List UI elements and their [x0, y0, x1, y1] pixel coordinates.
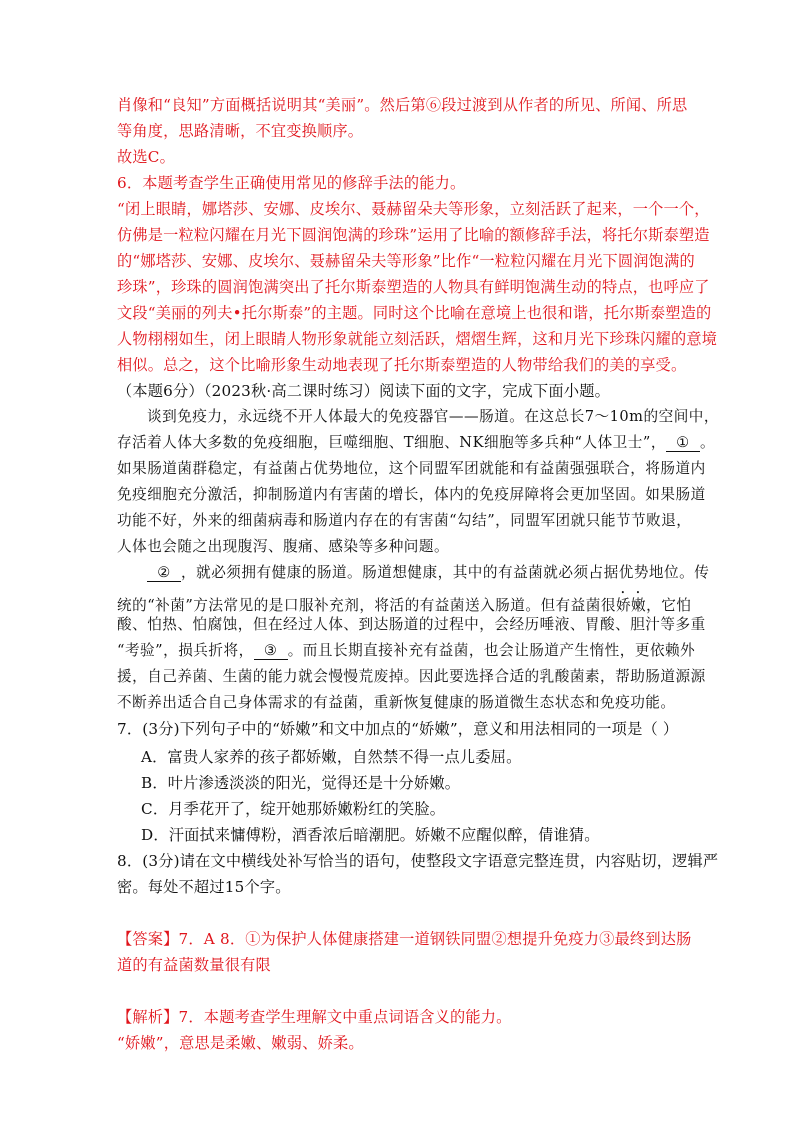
analysis-prev-line-1: 肖像和“良知”方面概括说明其“美丽”。然后第⑥段过渡到从作者的所见、所闻、所思	[117, 96, 688, 114]
passage-p1-line-1: 谈到免疫力，永远绕不开人体最大的免疫器官——肠道。在这总长7～10m的空间中，	[147, 408, 719, 425]
q7-stem: 7．(3分)下列句子中的“娇嫩”和文中加点的“娇嫩”，意义和用法相同的一项是（ ）	[117, 720, 679, 738]
dotted-word-jiaonen: 娇嫩	[615, 597, 647, 614]
q7-option-d: D．汗面拭来慵傅粉，酒香浓后暗潮肥。娇嫩不应醒似醉，倩谁猜。	[141, 826, 600, 844]
q6-line-4: 珍珠”，珍珠的圆润饱满突出了托尔斯泰塑造的人物具有鲜明饱满生动的特点，也呼应了	[117, 278, 710, 296]
q6-line-1: “闭上眼睛，娜塔莎、安娜、皮埃尔、聂赫留朵夫等形象，立刻活跃了起来，一个一个，	[117, 200, 710, 218]
q8-line-2: 密。每处不超过15个字。	[117, 878, 291, 896]
passage-p2-line-6: 不断养出适合自己身体需求的有益菌，重新恢复健康的肠道微生态状态和免疫功能。	[117, 694, 676, 711]
q6-line-6: 人物栩栩如生，闭上眼睛人物形象就能立刻活跃，熠熠生辉，这和月光下珍珠闪耀的意境	[117, 330, 718, 348]
passage-p2-line-2	[117, 589, 691, 616]
passage-p2-line-3: 酸、怕热、怕腐蚀，但在经过人体、到达肠道的过程中，会经历唾液、胃酸、胆汁等多重	[117, 616, 706, 633]
q6-line-3: 的“娜塔莎、安娜、皮埃尔、聂赫留朵夫等形象”比作“一粒粒闪耀在月光下圆润饱满的	[117, 252, 695, 270]
passage-p2-line-1	[147, 563, 709, 583]
passage-p2-line-2-end: ，它怕	[646, 597, 692, 614]
blank-2: ②	[147, 564, 181, 582]
passage-p2-line-2-text: 统的“补菌”方法常见的是口服补充剂，将活的有益菌送入肠道。但有益菌很	[117, 597, 616, 614]
analysis-prev-line-3: 故选C。	[117, 148, 175, 166]
passage-p1-line-2	[117, 433, 715, 453]
passage-p1-line-2-text: 存活着人体大多数的免疫细胞，巨噬细胞、T细胞、NK细胞等多兵种“人体卫士”，	[117, 434, 666, 451]
answer-line-1: 【答案】7．A 8．①为保护人体健康搭建一道钢铁同盟②想提升免疫力③最终到达肠	[117, 930, 692, 948]
analysis-line-2: “娇嫩”，意思是柔嫩、嫩弱、娇柔。	[117, 1034, 364, 1052]
q6-line-7: 相似。总之，这个比喻形象生动地表现了托尔斯泰塑造的人物带给我们的美的享受。	[117, 356, 687, 374]
analysis-prev-line-2: 等角度，思路清晰，不宜变换顺序。	[117, 122, 364, 140]
passage-p2-line-5: 援，自己养菌、生菌的能力就会慢慢荒废掉。因此要选择合适的乳酸菌素，帮助肠道源源	[117, 668, 706, 685]
q6-heading: 6．本题考查学生正确使用常见的修辞手法的能力。	[117, 174, 466, 192]
blank-3: ③	[254, 642, 288, 660]
passage-p1-line-5: 功能不好，外来的细菌病毒和肠道内存在的有害菌“勾结”，同盟军团就只能节节败退，	[117, 512, 692, 529]
q7-option-a: A．富贵人家养的孩子都娇嫩，自然禁不得一点儿委屈。	[141, 748, 522, 766]
q8-line-1: 8．(3分)请在文中横线处补写恰当的语句，使整段文字语意完整连贯，内容贴切，逻辑严	[117, 852, 719, 870]
q7-option-c: C．月季花开了，绽开她那娇嫩粉红的笑脸。	[141, 800, 446, 818]
passage-p1-line-6: 人体也会随之出现腹泻、腹痛、感染等多种问题。	[117, 538, 450, 555]
passage-p1-line-3: 如果肠道菌群稳定，有益菌占优势地位，这个同盟军团就能和有益菌强强联合，将肠道内	[117, 460, 706, 477]
passage-p2-line-4	[117, 641, 695, 661]
passage-p1-line-4: 免疫细胞充分激活，抑制肠道内有害菌的增长，体内的免疫屏障将会更加坚固。如果肠道	[117, 486, 706, 503]
passage-p2-line-4-end: 。而且长期直接补充有益菌，也会让肠道产生惰性，更依赖外	[287, 642, 696, 659]
passage-p2-line-4-text: “考验”，损兵折将，	[117, 642, 254, 659]
section-intro: （本题6分）（2023秋·高二课时练习）阅读下面的文字，完成下面小题。	[117, 382, 610, 400]
analysis-line-1: 【解析】7．本题考查学生理解文中重点词语含义的能力。	[117, 1008, 512, 1026]
q7-option-b: B．叶片渗透淡淡的阳光，觉得还是十分娇嫩。	[141, 774, 461, 792]
passage-p1-line-2-end: 。	[699, 434, 716, 451]
blank-1: ①	[666, 434, 700, 452]
answer-line-2: 道的有益菌数量很有限	[117, 956, 271, 974]
q6-line-5: 文段“美丽的列夫•托尔斯泰”的主题。同时这个比喻在意境上也很和谐，托尔斯泰塑造的	[117, 304, 712, 322]
passage-p2-line-1-text: ，就必须拥有健康的肠道。肠道想健康，其中的有益菌就必须占据优势地位。传	[181, 564, 710, 581]
q6-line-2: 仿佛是一粒粒闪耀在月光下圆润饱满的珍珠”运用了比喻的额修辞手法，将托尔斯泰塑造	[117, 226, 710, 244]
